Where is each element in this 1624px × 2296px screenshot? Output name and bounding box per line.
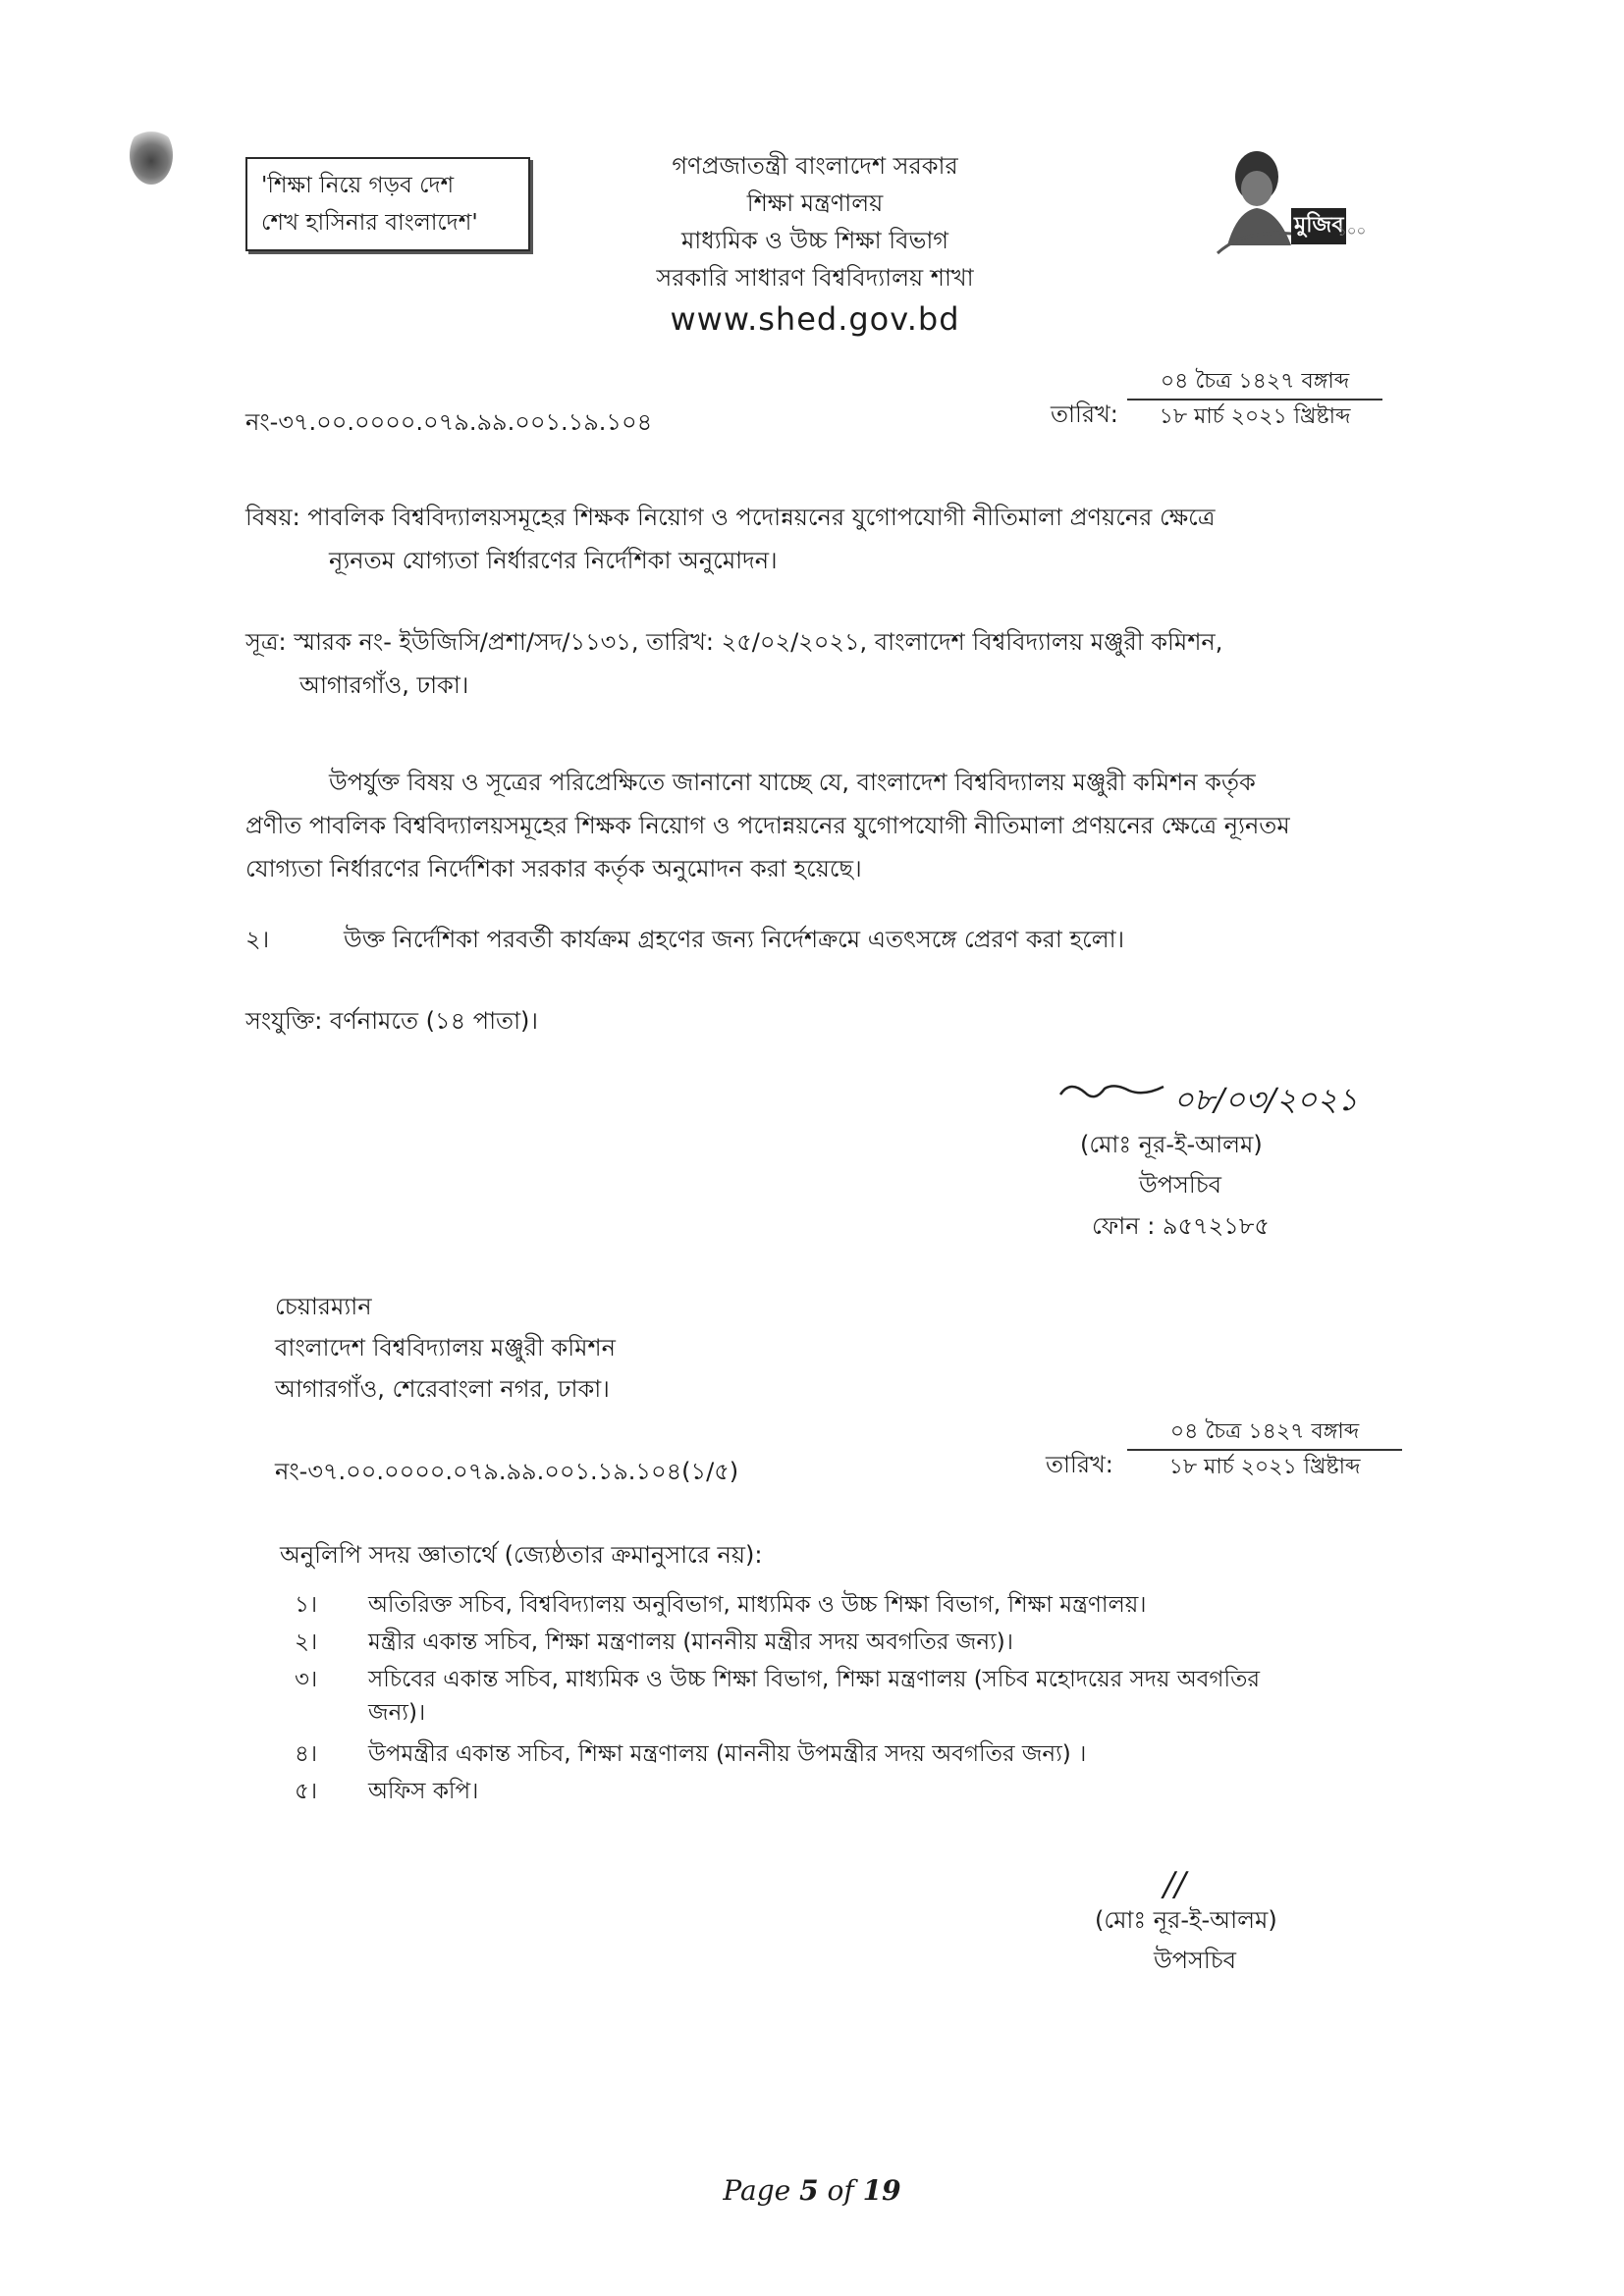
copy-item-text: অতিরিক্ত সচিব, বিশ্ববিদ্যালয় অনুবিভাগ, মাধ্যমিক ও উচ্চ শিক্ষা বিভাগ, শিক্ষা মন্ত্রণালয়। — [368, 1592, 1147, 1618]
signatory-name: (মোঃ নূর-ই-আলম) — [1080, 1131, 1263, 1158]
reference-line-1: সূত্র: স্মারক নং- ইউজিসি/প্রশা/সদ/১১৩১, তারিখ: ২৫/০২/২০২১, বাংলাদেশ বিশ্ববিদ্যালয় মঞ্জুরী কমিশন, — [245, 628, 1223, 656]
signatory-phone: ফোন : ৯৫৭২১৮৫ — [1092, 1212, 1270, 1240]
paragraph-1-line-2: প্রণীত পাবলিক বিশ্ববিদ্যালয়সমূহের শিক্ষক নিয়োগ ও পদোন্নয়নের যুগোপযোগী নীতিমালা প্রণয়নের ক্ষেত্রে ন্যূনতম — [245, 812, 1290, 839]
paragraph-2-number: ২। — [245, 926, 270, 953]
reference-line-2: আগারগাঁও, ঢাকা। — [299, 671, 469, 699]
copy-item-text: উপমন্ত্রীর একান্ত সচিব, শিক্ষা মন্ত্রণালয় (মাননীয় উপমন্ত্রীর সদয় অবগতির জন্য) । — [368, 1741, 1087, 1767]
copy-item-text-continued: জন্য)। — [368, 1700, 426, 1726]
motto-line-2: শেখ হাসিনার বাংলাদেশ' — [261, 210, 478, 236]
memo-number: নং-৩৭.০০.০০০০.০৭৯.৯৯.০০১.১৯.১০৪ — [245, 408, 653, 436]
date-bangla: ০৪ চৈত্র ১৪২৭ বঙ্গাব্দ — [1160, 369, 1350, 394]
attachment-note: সংযুক্তি: বর্ণনামতে (১৪ পাতা)। — [245, 1007, 538, 1035]
footer-total-pages: 19 — [862, 2174, 901, 2207]
paragraph-2-text: উক্ত নির্দেশিকা পরবর্তী কার্যক্রম গ্রহণের জন্য নির্দেশক্রমে এতৎসঙ্গে প্রেরণ করা হলো। — [344, 926, 1125, 953]
signatory-designation: উপসচিব — [1139, 1171, 1222, 1199]
paragraph-1-line-1: উপর্যুক্ত বিষয় ও সূত্রের পরিপ্রেক্ষিতে জানানো যাচ্ছে যে, বাংলাদেশ বিশ্ববিদ্যালয় মঞ্জুরী কমিশন কর্তৃক — [329, 769, 1256, 796]
paragraph-1 — [245, 761, 1290, 890]
copy-item-4 — [295, 1737, 1260, 1775]
copy-item-number: ৫। — [295, 1779, 318, 1804]
copy-heading: অনুলিপি সদয় জ্ঞাতার্থে (জ্যেষ্ঠতার ক্রমানুসারে নয়): — [280, 1541, 763, 1569]
memo-number-copy: নং-৩৭.০০.০০০০.০৭৯.৯৯.০০১.১৯.১০৪(১/৫) — [275, 1458, 739, 1485]
signature-scribble — [1056, 1075, 1173, 1114]
logo-text: মুজিব — [1291, 208, 1346, 244]
copy-item-5 — [295, 1775, 1260, 1812]
copy-list — [295, 1588, 1260, 1812]
reference — [245, 620, 1222, 707]
copy-item-text: অফিস কপি। — [368, 1779, 479, 1804]
handwritten-signature — [1056, 1075, 1389, 1134]
copy-item-text: সচিবের একান্ত সচিব, মাধ্যমিক ও উচ্চ শিক্ষা বিভাগ, শিক্ষা মন্ত্রণালয় (সচিব মহোদয়ের সদয় অবগতির — [368, 1667, 1260, 1692]
copy-item-number: ১। — [295, 1592, 318, 1618]
copy-item-number: ৪। — [295, 1741, 318, 1767]
page-footer — [0, 2174, 1624, 2207]
mujib-100-logo — [1198, 137, 1365, 255]
copy-item-number: ২। — [295, 1629, 318, 1655]
date-block-copy — [1127, 1419, 1402, 1481]
subject-line-2: ন্যূনতম যোগ্যতা নির্ধারণের নির্দেশিকা অনুমোদন। — [329, 547, 778, 574]
letterhead-branch: সরকারি সাধারণ বিশ্ববিদ্যালয় শাখা — [656, 264, 974, 292]
copy-item-3 — [295, 1663, 1260, 1737]
letterhead-website: www.shed.gov.bd — [670, 300, 960, 338]
motto-line-1: 'শিক্ষা নিয়ে গড়ব দেশ — [261, 173, 455, 198]
letterhead-govt: গণপ্রজাতন্ত্রী বাংলাদেশ সরকার — [672, 152, 958, 180]
signatory-designation-copy: উপসচিব — [1154, 1947, 1237, 1974]
date-gregorian-copy: ১৮ মার্চ ২০২১ খ্রিষ্টাব্দ — [1168, 1455, 1361, 1480]
letterhead-ministry: শিক্ষা মন্ত্রণালয় — [746, 189, 884, 217]
punch-hole-mark — [130, 126, 173, 185]
paragraph-2 — [245, 918, 1124, 961]
copy-item-2 — [295, 1626, 1260, 1663]
recipient-org: বাংলাদেশ বিশ্ববিদ্যালয় মঞ্জুরী কমিশন — [275, 1334, 616, 1362]
copy-item-number: ৩। — [295, 1667, 318, 1692]
footer-middle: of — [818, 2174, 863, 2207]
date-bangla-copy: ০৪ চৈত্র ১৪২৭ বঙ্গাব্দ — [1169, 1419, 1360, 1444]
recipient-title: চেয়ারম্যান — [275, 1293, 372, 1320]
footer-prefix: Page — [723, 2174, 800, 2207]
footer-current-page: 5 — [799, 2174, 819, 2207]
letterhead — [550, 147, 1080, 342]
signature-mark: // — [1164, 1865, 1186, 1904]
copy-item-1 — [295, 1588, 1260, 1626]
letterhead-division: মাধ্যমিক ও উচ্চ শিক্ষা বিভাগ — [680, 227, 949, 254]
recipient-block — [275, 1286, 616, 1410]
subject — [245, 496, 1215, 582]
motto-box — [245, 157, 530, 251]
recipient-address: আগারগাঁও, শেরেবাংলা নগর, ঢাকা। — [275, 1375, 610, 1403]
paragraph-1-line-3: যোগ্যতা নির্ধারণের নির্দেশিকা সরকার কর্তৃক অনুমোদন করা হয়েছে। — [245, 855, 862, 882]
signature-date: ০৮/০৩/২০২১ — [1173, 1081, 1358, 1118]
subject-line-1: বিষয়: পাবলিক বিশ্ববিদ্যালয়সমূহের শিক্ষক নিয়োগ ও পদোন্নয়নের যুগোপযোগী নীতিমালা প্রণয়নের ক্ষেত্রে — [245, 504, 1216, 531]
signatory-name-copy: (মোঃ নূর-ই-আলম) — [1095, 1906, 1277, 1934]
logo-subtext: ১০০ — [1337, 222, 1367, 240]
date-label-copy: তারিখ: — [1046, 1451, 1113, 1478]
date-block — [1127, 369, 1382, 431]
date-gregorian: ১৮ মার্চ ২০২১ খ্রিষ্টাব্দ — [1159, 404, 1351, 430]
date-label: তারিখ: — [1051, 400, 1118, 428]
copy-item-text: মন্ত্রীর একান্ত সচিব, শিক্ষা মন্ত্রণালয় (মাননীয় মন্ত্রীর সদয় অবগতির জন্য)। — [368, 1629, 1013, 1655]
